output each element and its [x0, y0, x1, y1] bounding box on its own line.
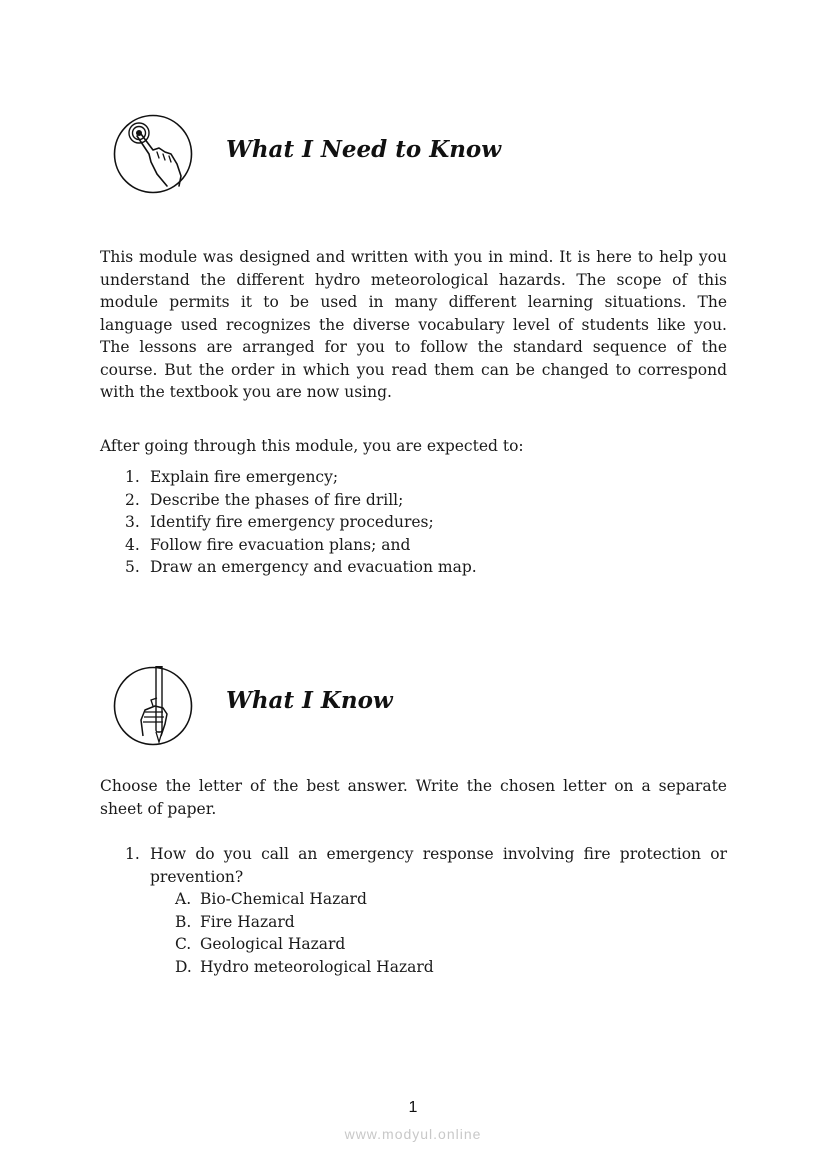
answer-choice: C. Geological Hazard	[175, 935, 346, 953]
question-item	[125, 843, 727, 978]
objectives-intro: After going through this module, you are expected to:	[100, 437, 524, 455]
instructions-paragraph: Choose the letter of the best answer. Write the chosen letter on a separate sheet of paper.	[100, 777, 727, 818]
hand-holding-pencil-icon	[113, 666, 193, 746]
objective-item: 4. Follow fire evacuation plans; and	[125, 535, 411, 554]
answer-choices	[125, 888, 727, 978]
objective-item: 1. Explain fire emergency;	[125, 468, 339, 486]
answer-choice: B. Fire Hazard	[175, 912, 295, 931]
objective-item: 5. Draw an emergency and evacuation map.	[125, 558, 477, 576]
objective-item: 2. Describe the phases of fire drill;	[125, 490, 404, 509]
page-number: 1	[408, 1099, 418, 1116]
objective-item: 3. Identify fire emergency procedures;	[125, 513, 434, 531]
answer-choice: A. Bio-Chemical Hazard	[175, 890, 367, 908]
question-number: 1.	[125, 845, 140, 863]
section-title-what-i-need-to-know: What I Need to Know	[226, 136, 502, 163]
intro-paragraph: This module was designed and written with you in mind. It is here to help you understand the different hydro meteorological hazards. The scope of this module permits it to be used in many different learning situations. The language used recognizes the diverse vocabulary level of students like you. The lessons are arranged for you to follow the standard sequence of the course. But the order in which you read them can be changed to correspond with the textbook you are now using.	[100, 248, 727, 401]
answer-choice: D. Hydro meteorological Hazard	[175, 957, 434, 976]
question-text: How do you call an emergency response involving fire protection or prevention?	[150, 845, 727, 886]
touch-hand-icon	[113, 114, 193, 194]
watermark: www.modyul.online	[344, 1126, 482, 1142]
section-title-what-i-know: What I Know	[226, 687, 393, 714]
objectives-list	[100, 466, 477, 579]
